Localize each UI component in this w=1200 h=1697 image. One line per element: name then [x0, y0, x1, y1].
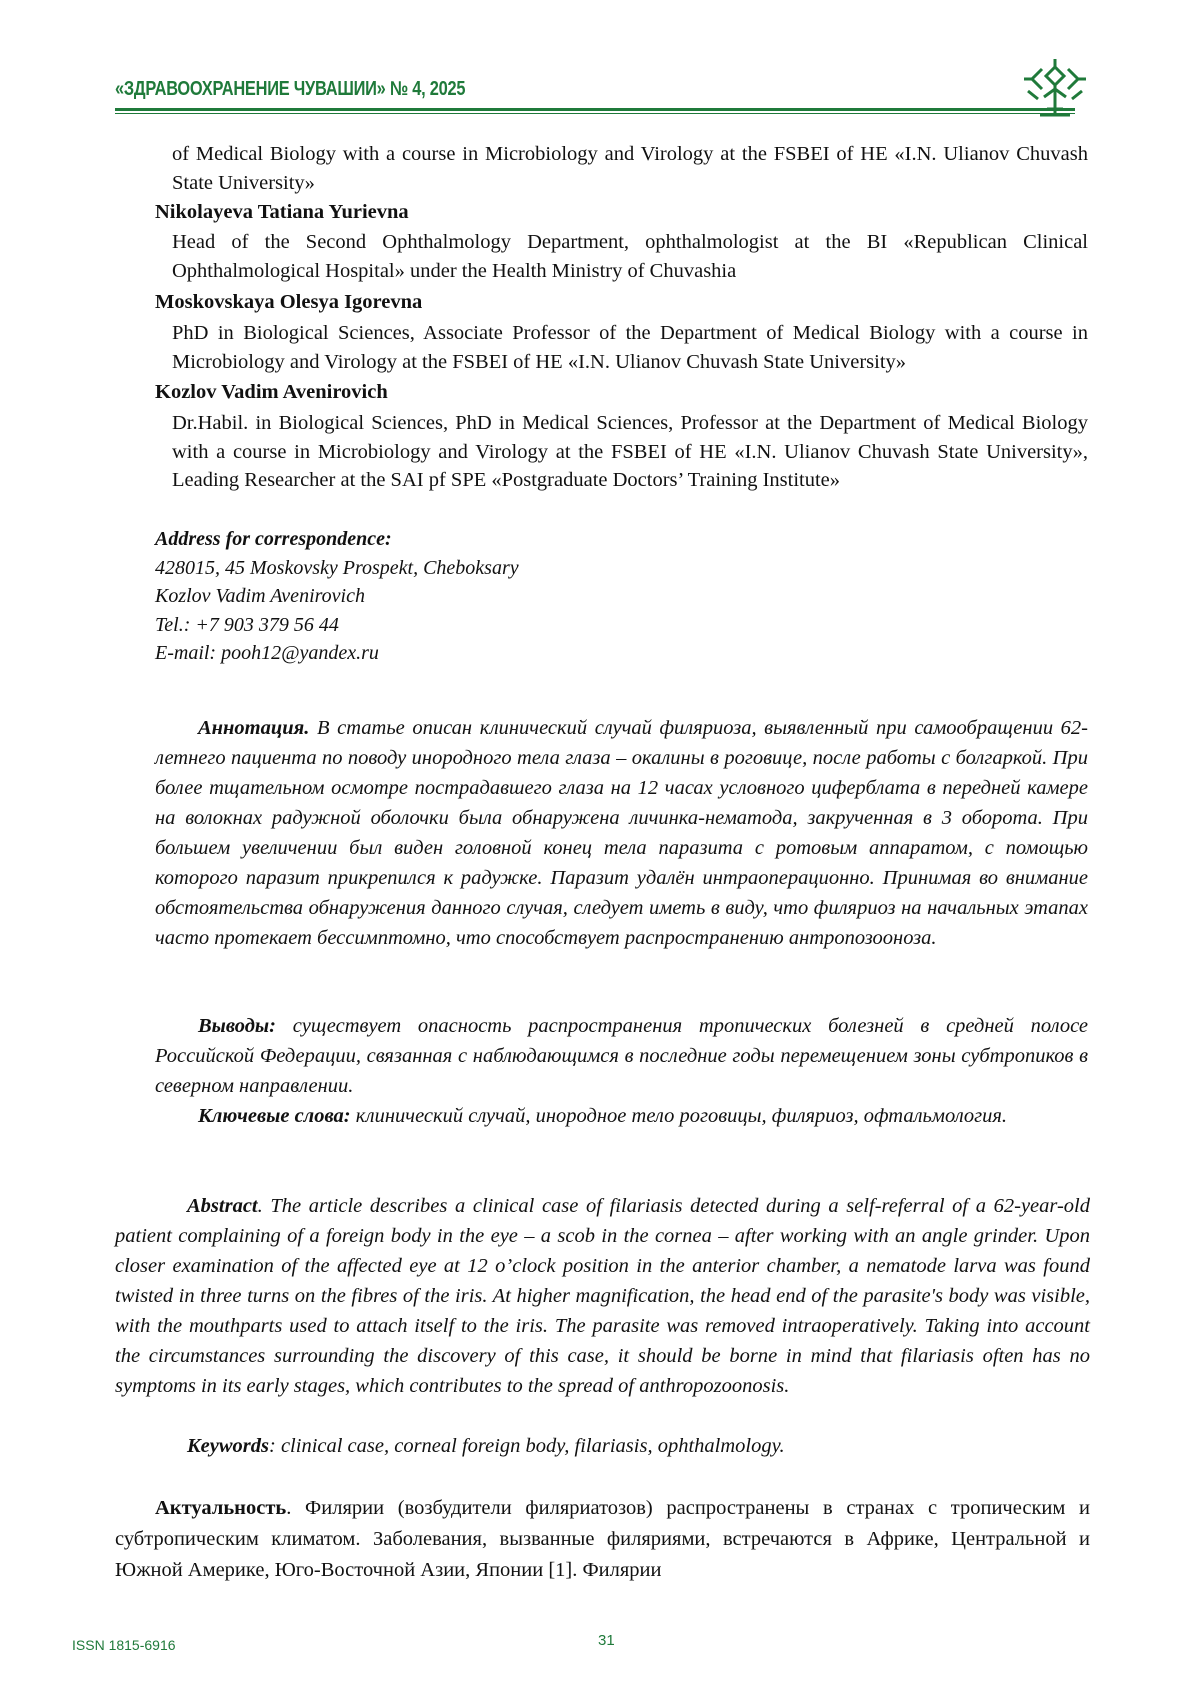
conclusions-ru [155, 1011, 1088, 1101]
correspondence-person: Kozlov Vadim Avenirovich [155, 585, 365, 607]
keywords-ru-text: клинический случай, инородное тело роговицы, филяриоз, офтальмология. [355, 1105, 1008, 1127]
journal-title: «ЗДРАВООХРАНЕНИЕ ЧУВАШИИ» № 4, 2025 [115, 78, 466, 100]
author-affiliation: Dr.Habil. in Biological Sciences, PhD in Medical Sciences, Professor at the Department of Medical Biology with a course in Microbiology and Virology at the FSBEI of HE «I.N. Ulianov Chuvash State University», Leading Researcher at the SAI pf SPE «Postgraduate Doctors’ Training Institute» [172, 412, 1088, 491]
abstract-en-text: . The article describes a clinical case of filariasis detected during a self-referral of a 62-year-old patient complaining of a foreign body in the eye – a scob in the cornea – after working with an angle grinder. Upon closer examination of the affected eye at 12 o’clock position in the anterior chamber, a nematode larva was found twisted in three turns on the fibres of the iris. At higher magnification, the head end of the parasite's body was visible, with the mouthparts used to attach itself to the iris. The parasite was removed intraoperatively. Taking into account the circumstances surrounding the discovery of this case, it should be borne in mind that filariasis often has no symptoms in its early stages, which contributes to the spread of anthropozoonosis. [115, 1195, 1090, 1397]
relevance-label: Актуальность [155, 1497, 287, 1519]
footer-issn: ISSN 1815-6916 [72, 1637, 176, 1653]
keywords-ru [155, 1101, 1088, 1131]
author-affiliation: PhD in Biological Sciences, Associate Professor of the Department of Medical Biology with a course in Microbiology and Virology at the FSBEI of HE «I.N. Ulianov Chuvash State University» [172, 322, 1088, 373]
keywords-en-label: Keywords [187, 1435, 269, 1457]
abstract-en [115, 1191, 1090, 1401]
author-name: Moskovskaya Olesya Igorevna [155, 291, 423, 313]
conclusions-ru-label: Выводы: [198, 1015, 276, 1037]
page-number: 31 [598, 1632, 615, 1649]
annotation-ru-text: В статье описан клинический случай филяриоза, выявленный при самообращении 62-летнего пациента по поводу инородного тела глаза – окалины в роговице, после работы с болгаркой. При более тщательном осмотре пострадавшего глаза на 12 часах условного циферблата в передней камере на волокнах радужной оболочки была обнаружена личинка-нематода, закрученная в 3 оборота. При большем увеличении был виден головной конец тела паразита с ротовым аппаратом, с помощью которого паразит прикрепился к радужке. Паразит удалён интраоперационно. Принимая во внимание обстоятельства обнаружения данного случая, следует иметь в виду, что филяриоз на начальных этапах часто протекает бессимптомно, что способствует распространению антропозооноза. [155, 717, 1089, 949]
author-name: Nikolayeva Tatiana Yurievna [155, 201, 409, 223]
journal-logo-icon [1020, 55, 1090, 117]
correspondence-tel: Tel.: +7 903 379 56 44 [155, 613, 339, 636]
relevance-text: . Филярии (возбудители филяриатозов) распространены в странах с тропическим и субтропическим климатом. Заболевания, вызванные филяриями, встречаются в Африке, Центральной и Южной Америке, Юго-Восточной Азии, Японии [1]. Филярии [115, 1497, 1090, 1581]
abstract-en-label: Abstract [187, 1195, 258, 1217]
author-affiliation-continued: of Medical Biology with a course in Microbiology and Virology at the FSBEI of HE «I.N. Ulianov Chuvash State University» [172, 143, 1088, 194]
author-name: Kozlov Vadim Avenirovich [155, 381, 388, 403]
correspondence-address: 428015, 45 Moskovsky Prospekt, Cheboksary [155, 556, 519, 579]
author-affiliation: Head of the Second Ophthalmology Department, ophthalmologist at the BI «Republican Clinical Ophthalmological Hospital» under the Health Ministry of Chuvashia [172, 231, 1088, 282]
correspondence-heading: Address for correspondence: [155, 528, 392, 550]
annotation-ru-label: Аннотация. [198, 717, 310, 739]
header-rule-thin [115, 113, 1075, 114]
correspondence-block [155, 525, 519, 668]
conclusions-ru-text: существует опасность распространения тропических болезней в средней полосе Российской Федерации, связанная с наблюдающимся в последние годы перемещением зоны субтропиков в северном направлении. [155, 1015, 1089, 1097]
keywords-en [115, 1431, 1090, 1461]
annotation-ru [155, 713, 1088, 953]
relevance-paragraph [115, 1493, 1090, 1586]
keywords-ru-label: Ключевые слова: [198, 1105, 351, 1127]
keywords-en-text: : clinical case, corneal foreign body, filariasis, ophthalmology. [269, 1435, 785, 1457]
header-rule [115, 108, 1075, 111]
correspondence-email: E-mail: pooh12@yandex.ru [155, 642, 379, 664]
